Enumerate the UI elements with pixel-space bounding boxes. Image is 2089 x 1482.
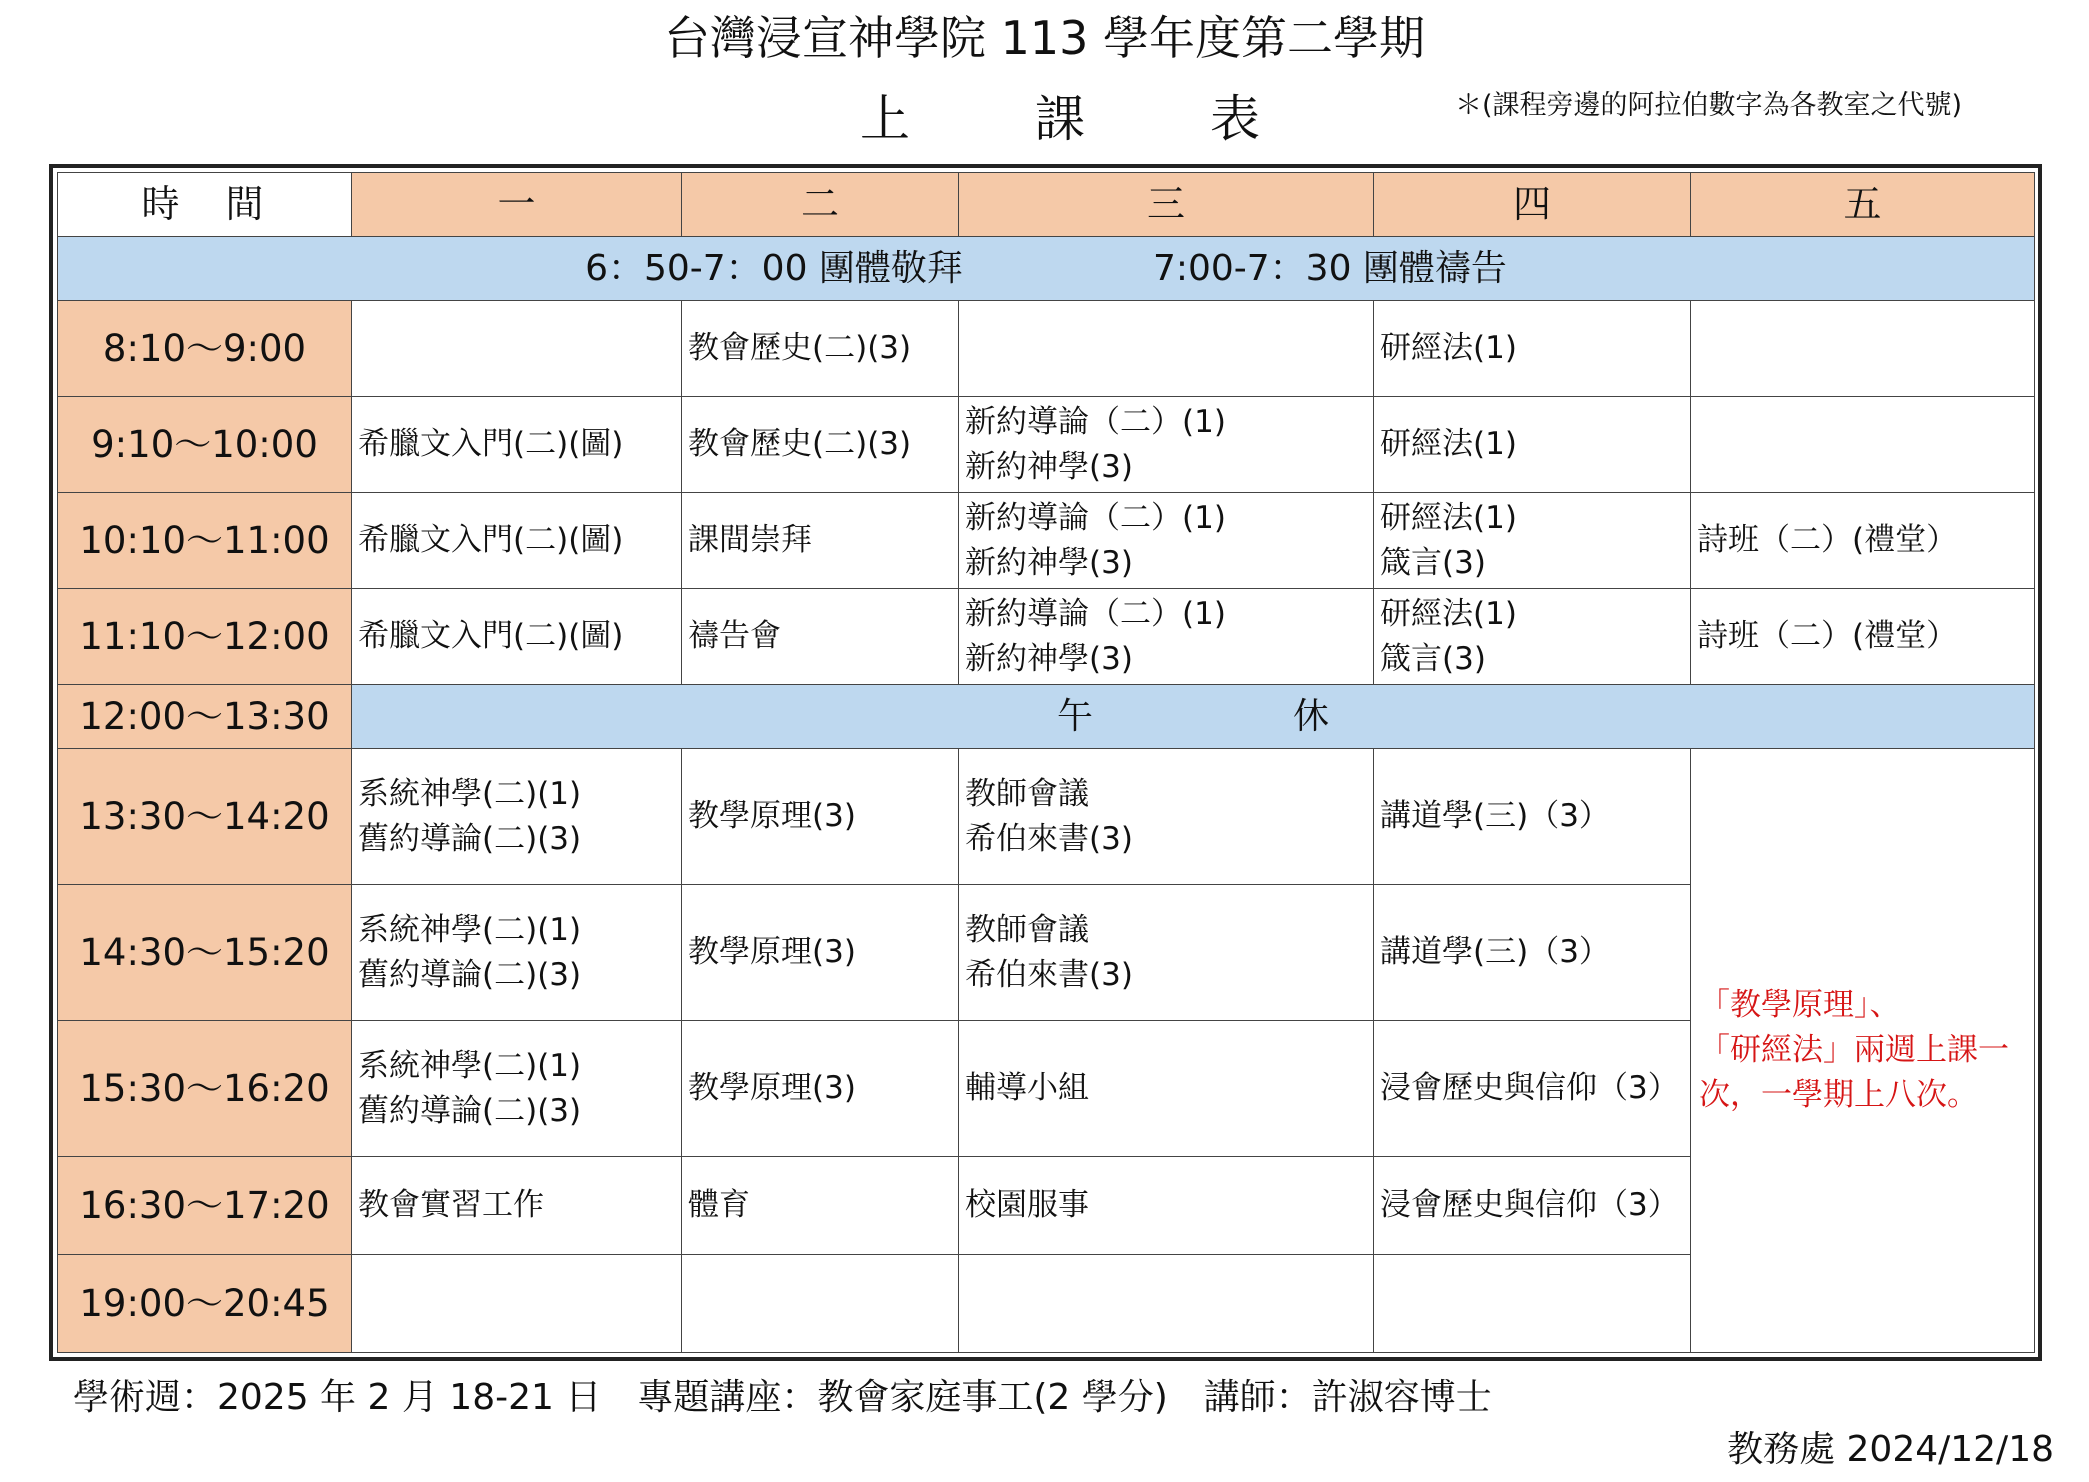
course-cell-mon — [352, 1157, 682, 1255]
course-cell-mon — [352, 397, 682, 493]
course-name: 浸會歷史與信仰（3） — [1380, 1187, 1679, 1223]
course-cell-tue — [682, 1021, 959, 1157]
course-cell-fri — [1691, 589, 2035, 685]
course-cell-mon — [352, 589, 682, 685]
course-name: 校園服事 — [965, 1187, 1089, 1223]
course-cell-tue — [682, 1157, 959, 1255]
course-name: 新約神學(3) — [965, 544, 1133, 581]
course-cell-mon — [352, 493, 682, 589]
course-name: 新約導論（二）(1) — [965, 499, 1226, 536]
course-cell-wed — [959, 493, 1374, 589]
course-name: 希臘文入門(二)(圖) — [358, 426, 624, 462]
classroom-note: ＊(課程旁邊的阿拉伯數字為各教室之代號) — [1455, 90, 1963, 121]
worship-band — [58, 237, 2035, 301]
course-cell-wed — [959, 1021, 1374, 1157]
course-cell-thu — [1374, 1255, 1691, 1353]
course-name: 研經法(1) — [1380, 426, 1517, 462]
subtitle-char: 課 — [1035, 90, 1085, 148]
course-name: 教學原理(3) — [688, 798, 856, 834]
course-name: 希臘文入門(二)(圖) — [358, 522, 624, 558]
course-cell-wed — [959, 301, 1374, 397]
course-cell-thu — [1374, 749, 1691, 885]
course-cell-thu — [1374, 301, 1691, 397]
course-name: 詩班（二）(禮堂） — [1697, 522, 1958, 558]
course-name: 舊約導論(二)(3) — [358, 820, 582, 857]
course-cell-wed — [959, 1157, 1374, 1255]
course-name: 教學原理(3) — [688, 1070, 856, 1106]
course-cell-tue — [682, 493, 959, 589]
course-name: 新約導論（二）(1) — [965, 595, 1226, 632]
schedule-row — [58, 749, 2035, 885]
course-name: 教會歷史(二)(3) — [688, 330, 912, 366]
worship-row — [58, 237, 2035, 301]
course-cell-mon — [352, 885, 682, 1021]
page-subtitle — [860, 80, 1260, 150]
time-cell: 16:30～17:20 — [58, 1157, 352, 1255]
course-cell-mon — [352, 301, 682, 397]
friday-note-line: 「研經法」兩週上課一 — [1699, 1032, 2009, 1068]
course-name: 輔導小組 — [965, 1070, 1089, 1106]
column-header-fri: 五 — [1691, 173, 2035, 237]
course-name: 新約導論（二）(1) — [965, 403, 1226, 440]
subtitle-char: 上 — [860, 90, 910, 148]
course-cell-tue — [682, 885, 959, 1021]
course-cell-tue — [682, 1255, 959, 1353]
course-cell-mon — [352, 1255, 682, 1353]
course-name: 研經法(1) — [1380, 499, 1517, 536]
office-signature: 教務處 2024/12/18 — [1727, 1429, 2054, 1470]
course-cell-fri — [1691, 397, 2035, 493]
subtitle-char: 表 — [1210, 90, 1260, 148]
course-cell-tue — [682, 397, 959, 493]
course-cell-wed — [959, 885, 1374, 1021]
course-cell-thu — [1374, 1021, 1691, 1157]
course-name: 舊約導論(二)(3) — [358, 1092, 582, 1129]
column-header-thu: 四 — [1374, 173, 1691, 237]
schedule-row — [58, 397, 2035, 493]
course-name: 研經法(1) — [1380, 330, 1517, 366]
time-cell: 8:10～9:00 — [58, 301, 352, 397]
course-cell-thu — [1374, 885, 1691, 1021]
course-name: 舊約導論(二)(3) — [358, 956, 582, 993]
course-cell-mon — [352, 749, 682, 885]
course-cell-thu — [1374, 589, 1691, 685]
course-name: 新約神學(3) — [965, 640, 1133, 677]
time-cell: 11:10～12:00 — [58, 589, 352, 685]
course-name: 希伯來書(3) — [965, 820, 1133, 857]
course-name: 課間崇拜 — [688, 522, 812, 558]
time-cell: 12:00～13:30 — [58, 685, 352, 749]
course-cell-tue — [682, 589, 959, 685]
course-name: 希臘文入門(二)(圖) — [358, 618, 624, 654]
header-row — [58, 173, 2035, 237]
friday-note-line: 次，一學期上八次。 — [1699, 1077, 1978, 1113]
page-title: 台灣浸宣神學院 113 學年度第二學期 — [663, 11, 1426, 65]
course-name: 系統神學(二)(1) — [358, 911, 582, 948]
column-header-tue: 二 — [682, 173, 959, 237]
worship-text: 6：50-7：00 團體敬拜 — [585, 248, 963, 289]
time-cell: 13:30～14:20 — [58, 749, 352, 885]
friday-note-line: 「教學原理」、 — [1699, 987, 1901, 1023]
course-cell-tue — [682, 301, 959, 397]
course-cell-tue — [682, 749, 959, 885]
course-cell-thu — [1374, 1157, 1691, 1255]
course-name: 浸會歷史與信仰（3） — [1380, 1070, 1679, 1106]
course-name: 講道學(三)（3） — [1380, 798, 1610, 834]
course-cell-fri — [1691, 493, 2035, 589]
schedule-row — [58, 493, 2035, 589]
lunch-row — [58, 685, 2035, 749]
course-name: 箴言(3) — [1380, 640, 1486, 677]
schedule-table — [57, 172, 2035, 1353]
course-cell-wed — [959, 589, 1374, 685]
column-header-wed: 三 — [959, 173, 1374, 237]
lunch-char: 午 — [1056, 696, 1093, 737]
course-name: 系統神學(二)(1) — [358, 775, 582, 812]
prayer-text: 7:00-7：30 團體禱告 — [1152, 248, 1507, 289]
course-cell-mon — [352, 1021, 682, 1157]
course-name: 詩班（二）(禮堂） — [1697, 618, 1958, 654]
schedule-row — [58, 301, 2035, 397]
course-name: 講道學(三)（3） — [1380, 934, 1610, 970]
time-cell: 19:00～20:45 — [58, 1255, 352, 1353]
course-cell-wed — [959, 1255, 1374, 1353]
course-cell-wed — [959, 749, 1374, 885]
course-name: 研經法(1) — [1380, 595, 1517, 632]
lunch-char: 休 — [1293, 696, 1330, 737]
column-header-mon: 一 — [352, 173, 682, 237]
time-cell: 9:10～10:00 — [58, 397, 352, 493]
course-cell-fri — [1691, 301, 2035, 397]
course-name: 禱告會 — [688, 618, 781, 654]
course-name: 教會歷史(二)(3) — [688, 426, 912, 462]
course-cell-thu — [1374, 397, 1691, 493]
course-cell-thu — [1374, 493, 1691, 589]
course-name: 體育 — [688, 1187, 750, 1223]
course-name: 教師會議 — [965, 775, 1089, 812]
course-name: 教會實習工作 — [358, 1187, 544, 1223]
lunch-band — [352, 685, 2035, 749]
schedule-row — [58, 589, 2035, 685]
course-name: 教學原理(3) — [688, 934, 856, 970]
time-cell: 15:30～16:20 — [58, 1021, 352, 1157]
course-name: 教師會議 — [965, 911, 1089, 948]
academic-week-info: 學術週：2025 年 2 月 18-21 日 專題講座：教會家庭事工(2 學分) 講師：許淑容博士 — [73, 1377, 1492, 1418]
course-name: 希伯來書(3) — [965, 956, 1133, 993]
time-cell: 10:10～11:00 — [58, 493, 352, 589]
course-cell-wed — [959, 397, 1374, 493]
time-cell: 14:30～15:20 — [58, 885, 352, 1021]
column-header-time: 時 間 — [58, 173, 352, 237]
course-name: 新約神學(3) — [965, 448, 1133, 485]
course-name: 系統神學(二)(1) — [358, 1047, 582, 1084]
course-name: 箴言(3) — [1380, 544, 1486, 581]
friday-note — [1691, 749, 2035, 1353]
